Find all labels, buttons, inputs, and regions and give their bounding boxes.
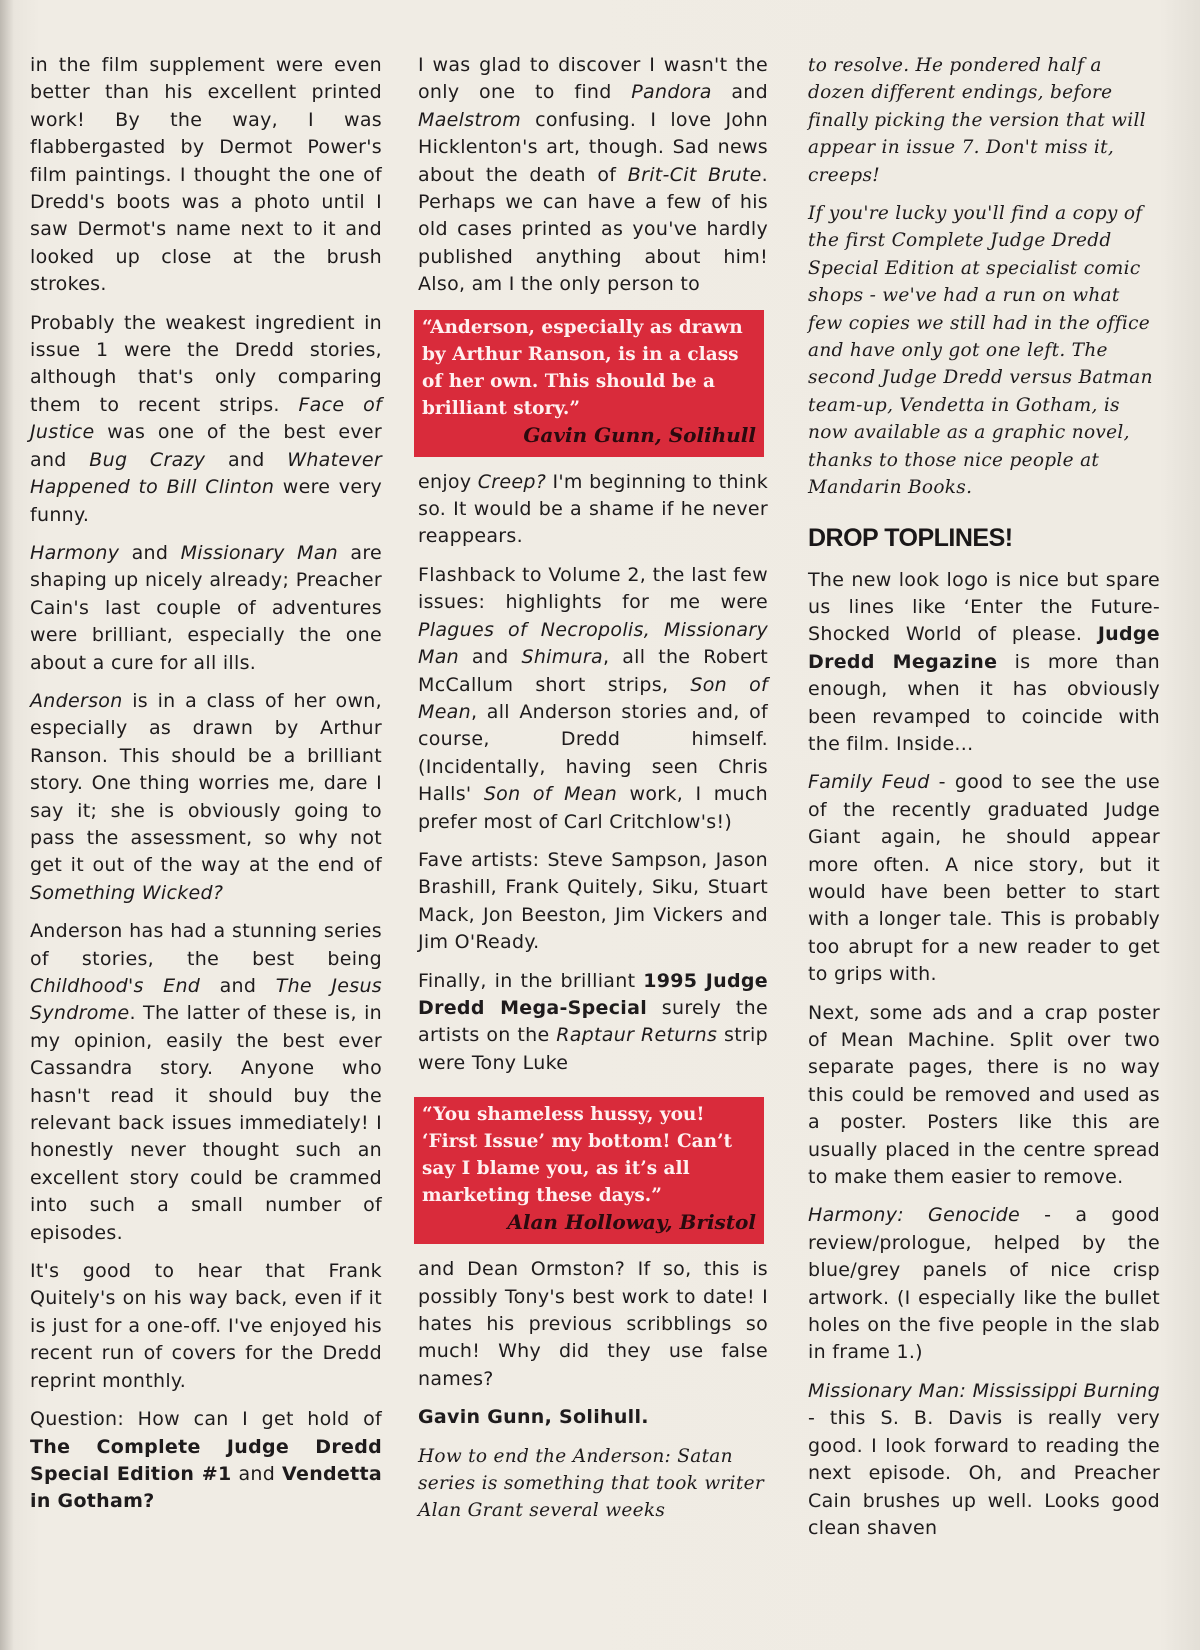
editor-reply: to resolve. He pondered half a dozen different endings, before finally picking the version that will appear in issue 7. Don't miss it, creeps! [808,55,1146,186]
paragraph: Harmony: Genocide - a good review/prologue, helped by the blue/grey panels of nice crisp artwork. (I especially like the bullet holes on the five people in the slab in frame 1.) [808,1204,1160,1364]
pull-quote-text: “Anderson, especially as drawn by Arthur Ranson, is in a class of her own. This should be a brilliant story.” [422,316,743,419]
paragraph: It's good to hear that Frank Quitely's on his way back, even if it is just for a one-off. I've enjoyed his recent run of covers for the Dredd reprint monthly. [30,1260,382,1392]
paragraph: The new look logo is nice but spare us lines like ‘Enter the Future-Shocked World of please. Judge Dredd Megazine is more than enough, when it has obviously been revamped to coincide with the film. Inside... [808,568,1161,755]
pull-quote-attribution: Alan Holloway, Bristol [507,1210,756,1235]
pull-quote [414,1097,764,1244]
paragraph: Question: How can I get hold of The Complete Judge Dredd Special Edition #1 and Vendetta in Gotham? [30,1408,382,1513]
paragraph: Probably the weakest ingredient in issue 1 were the Dredd stories, although that's only comparing them to recent strips. Face of Justice was one of the best ever and Bug Crazy and Whatever Happened to Bill Clinton were very funny. [30,311,382,526]
paragraph: Anderson is in a class of her own, especially as drawn by Arthur Ranson. This should be a brilliant story. One thing worries me, dare I say it; she is obviously going to pass the assessment, so why not get it out of the way at the end of Something Wicked? [30,689,382,904]
paragraph: enjoy Creep? I'm beginning to think so. It would be a shame if he never reappears. [418,470,769,548]
paragraph: Flashback to Volume 2, the last few issues: highlights for me were Plagues of Necropolis, Missionary Man and Shimura, all the Robert McCallum short strips, Son of Mean, all Anderson stories and, of course, Dredd himself. (Incidentally, having seen Chris Halls' Son of Mean work, I much prefer most of Carl Critchlow's!) [418,563,768,833]
pull-quote-attribution: Gavin Gunn, Solihull [523,422,756,447]
paragraph: Family Feud - good to see the use of the recently graduated Judge Giant again, he should appear more often. A nice story, but it would have been better to start with a longer tale. This is probably too abrupt for a new reader to get to grips with. [808,771,1160,986]
editor-reply: How to end the Anderson: Satan series is something that took writer Alan Grant several weeks [418,1445,764,1522]
paragraph: and Dean Ormston? If so, this is possibly Tony's best work to date! I hates his previous scribblings so much! Why did they use false names? [418,1258,768,1390]
letter-heading: DROP TOPLINES! [808,523,1013,552]
editor-reply: If you're lucky you'll find a copy of the first Complete Judge Dredd Special Edition at specialist comic shops - we've had a run on what few copies we still had in the office and have only got one left. The second Judge Dredd versus Batman team-up, Vendetta in Gotham, is now available as a graphic novel, thanks to those nice people at Mandarin Books. [808,203,1153,499]
paragraph: Anderson has had a stunning series of stories, the best being Childhood's End and The Jesus Syndrome. The latter of these is, in my opinion, easily the best ever Cassandra story. Anyone who hasn't read it should buy the relevant back issues immediately! I honestly never thought such an excellent story could be crammed into such a small number of episodes. [30,920,382,1244]
pull-quote [414,310,764,457]
paragraph: Missionary Man: Mississippi Burning - this S. B. Davis is really very good. I look forward to reading the next episode. Oh, and Preacher Cain brushes up well. Looks good clean shaven [808,1379,1160,1539]
column-middle [418,52,768,1536]
paragraph: Fave artists: Steve Sampson, Jason Brashill, Frank Quitely, Siku, Stuart Mack, Jon Beeston, Jim Vickers and Jim O'Ready. [418,848,768,954]
paragraph: Harmony and Missionary Man are shaping up nicely already; Preacher Cain's last couple of adventures were brilliant, especially the one about a cure for all ills. [30,541,382,674]
paragraph: I was glad to discover I wasn't the only one to find Pandora and Maelstrom confusing. I love John Hicklenton's art, though. Sad news about the death of Brit-Cit Brute. Perhaps we can have a few of his old cases printed as you've hardly published anything about him! Also, am I the only person to [418,54,768,296]
paragraph: Finally, in the brilliant 1995 Judge Dredd Mega-Special surely the artists on the Raptaur Returns strip were Tony Luke [418,969,769,1074]
paragraph: in the film supplement were even better than his excellent printed work! By the way, I was flabbergasted by Dermot Power's film paintings. I thought the one of Dredd's boots was a photo until I saw Dermot's name next to it and looked up close at the brush strokes. [30,54,382,296]
paragraph: Next, some ads and a crap poster of Mean Machine. Split over two separate pages, there is no way this could be removed and used as a poster. Posters like this are usually placed in the centre spread to make them easier to remove. [808,1001,1160,1189]
column-right [808,52,1160,1553]
pull-quote-text: “You shameless hussy, you! ‘First Issue’ my bottom! Can’t say I blame you, as it’s all marketing these days.” [422,1104,733,1207]
column-left [30,52,382,1527]
letter-signature: Gavin Gunn, Solihull. [418,1406,649,1429]
